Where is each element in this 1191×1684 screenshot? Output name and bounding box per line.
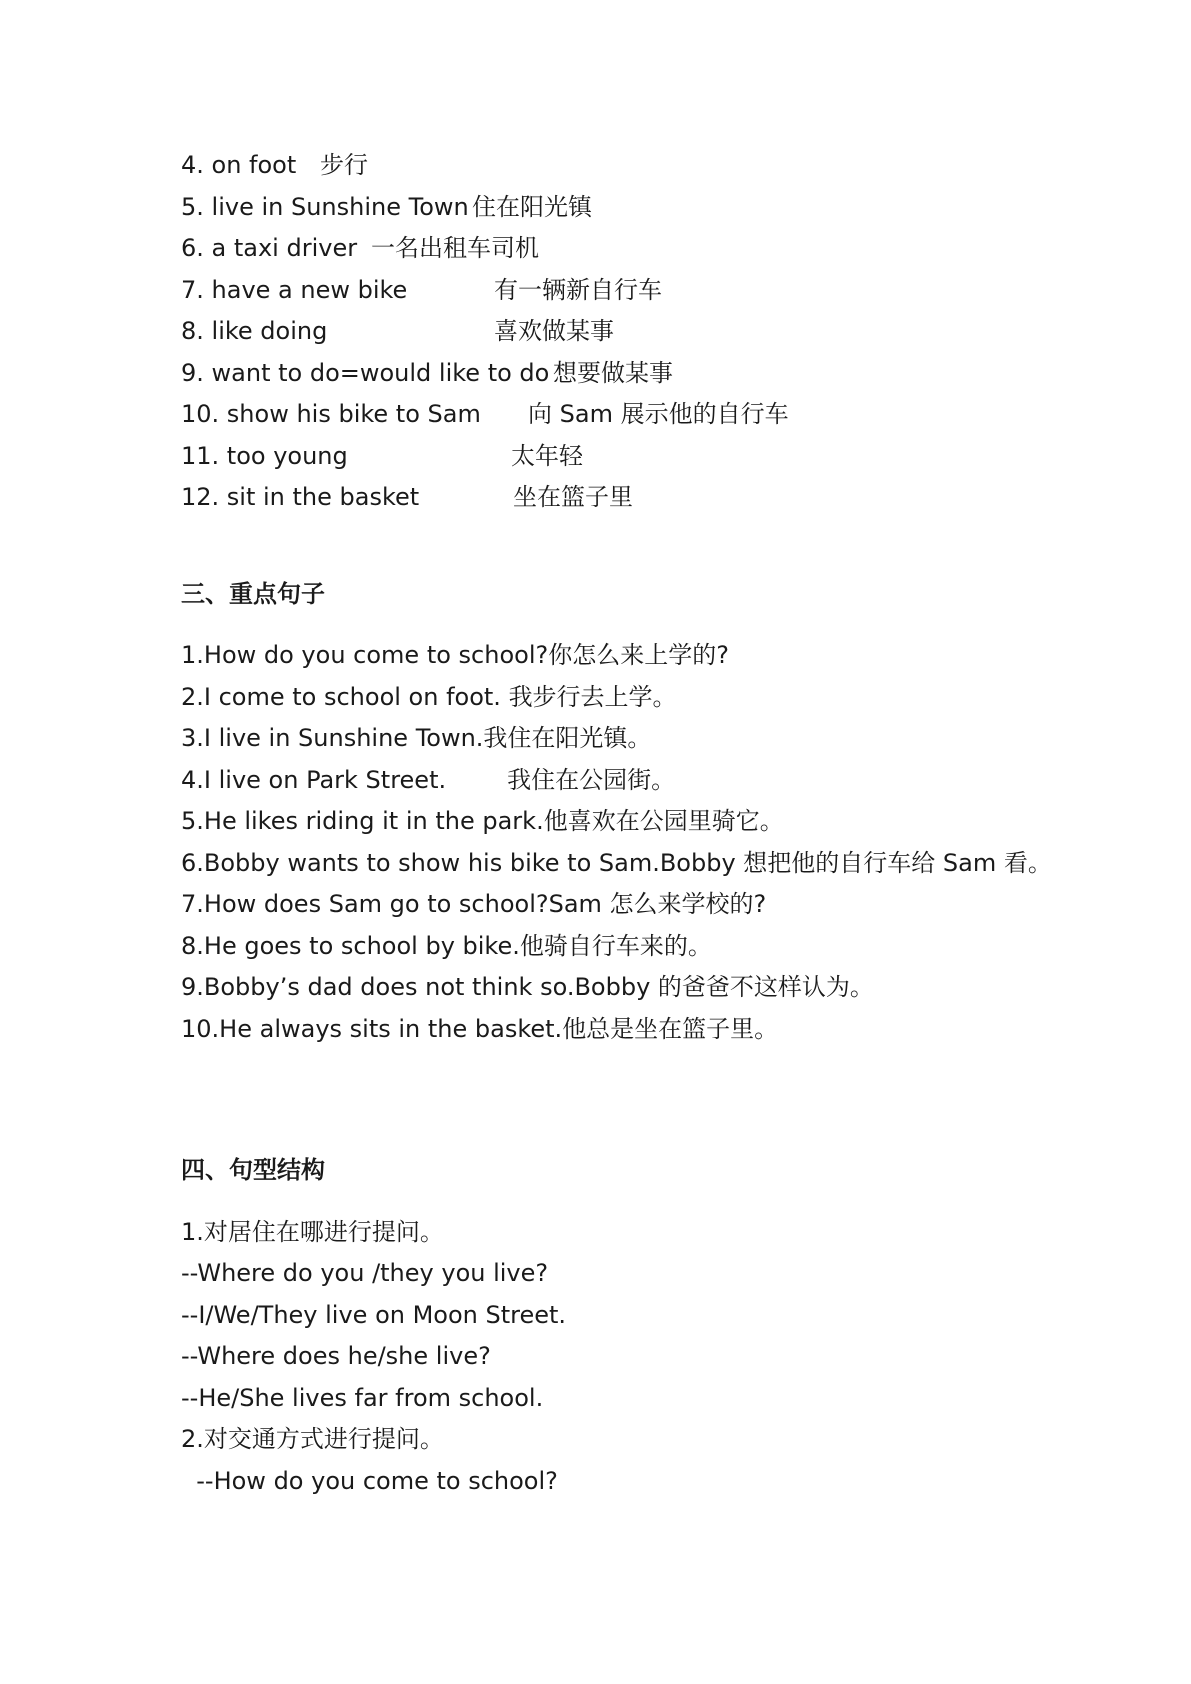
structure-item: --I/We/They live on Moon Street. xyxy=(181,1300,567,1329)
phrase-english: 5. live in Sunshine Town xyxy=(181,192,469,221)
sentence-item: 3.I live in Sunshine Town.我住在阳光镇。 xyxy=(181,724,652,752)
phrase-item xyxy=(181,353,1081,395)
phrase-item xyxy=(181,145,1081,187)
sentence-structures xyxy=(181,1212,1081,1503)
sentence-item: 10.He always sits in the basket.他总是坐在篮子里。 xyxy=(181,1014,779,1043)
phrase-chinese: 坐在篮子里 xyxy=(513,483,633,511)
sentence-item: 7.How does Sam go to school?Sam 怎么来学校的? xyxy=(181,890,767,918)
sentence-item: 4.I live on Park Street. 我住在公园街。 xyxy=(181,765,676,794)
phrase-chinese: 喜欢做某事 xyxy=(494,317,614,345)
phrase-item xyxy=(181,228,1081,270)
phrase-chinese: 太年轻 xyxy=(511,441,583,470)
phrase-chinese: 想要做某事 xyxy=(553,358,673,387)
section-heading: 四、句型结构 xyxy=(181,1156,325,1184)
phrase-item xyxy=(181,187,1081,229)
sentence-item: 8.He goes to school by bike.他骑自行车来的。 xyxy=(181,931,712,960)
phrase-item xyxy=(181,311,1081,353)
structure-item: 2.对交通方式进行提问。 xyxy=(181,1425,444,1453)
phrase-item xyxy=(181,394,1081,436)
phrase-english: 9. want to do=would like to do xyxy=(181,358,550,387)
phrase-english: 7. have a new bike xyxy=(181,275,408,304)
section-heading: 三、重点句子 xyxy=(181,579,325,608)
phrase-chinese: 一名出租车司机 xyxy=(371,234,539,262)
structure-item: --Where do you /they you live? xyxy=(181,1259,549,1287)
phrase-item xyxy=(181,477,1081,519)
phrase-item xyxy=(181,270,1081,312)
sentence-item: 2.I come to school on foot. 我步行去上学。 xyxy=(181,682,677,711)
phrase-chinese: 向 Sam 展示他的自行车 xyxy=(528,400,789,428)
document-page xyxy=(181,145,1081,1502)
sentence-item: 6.Bobby wants to show his bike to Sam.Bobby 想把他的自行车给 Sam 看。 xyxy=(181,848,1052,877)
phrase-english: 11. too young xyxy=(181,441,348,470)
structure-item: 1.对居住在哪进行提问。 xyxy=(181,1217,444,1246)
phrase-english: 6. a taxi driver xyxy=(181,234,358,262)
sentence-item: 9.Bobby’s dad does not think so.Bobby 的爸爸不这样认为。 xyxy=(181,973,874,1001)
structure-item: --How do you come to school? xyxy=(181,1466,558,1495)
structure-item: --He/She lives far from school. xyxy=(181,1383,544,1412)
structure-item: --Where does he/she live? xyxy=(181,1342,491,1370)
phrase-english: 10. show his bike to Sam xyxy=(181,400,481,428)
sentence-item: 1.How do you come to school?你怎么来上学的? xyxy=(181,641,729,669)
phrase-english: 4. on foot xyxy=(181,151,297,179)
phrase-english: 12. sit in the basket xyxy=(181,483,420,511)
sentence-item: 5.He likes riding it in the park.他喜欢在公园里骑它。 xyxy=(181,807,784,835)
phrase-chinese: 有一辆新自行车 xyxy=(494,275,662,304)
key-sentences xyxy=(181,635,1081,1050)
phrase-chinese: 步行 xyxy=(320,151,368,179)
phrase-english: 8. like doing xyxy=(181,317,328,345)
phrase-list xyxy=(181,145,1081,519)
phrase-chinese: 住在阳光镇 xyxy=(472,192,592,221)
phrase-item xyxy=(181,436,1081,478)
